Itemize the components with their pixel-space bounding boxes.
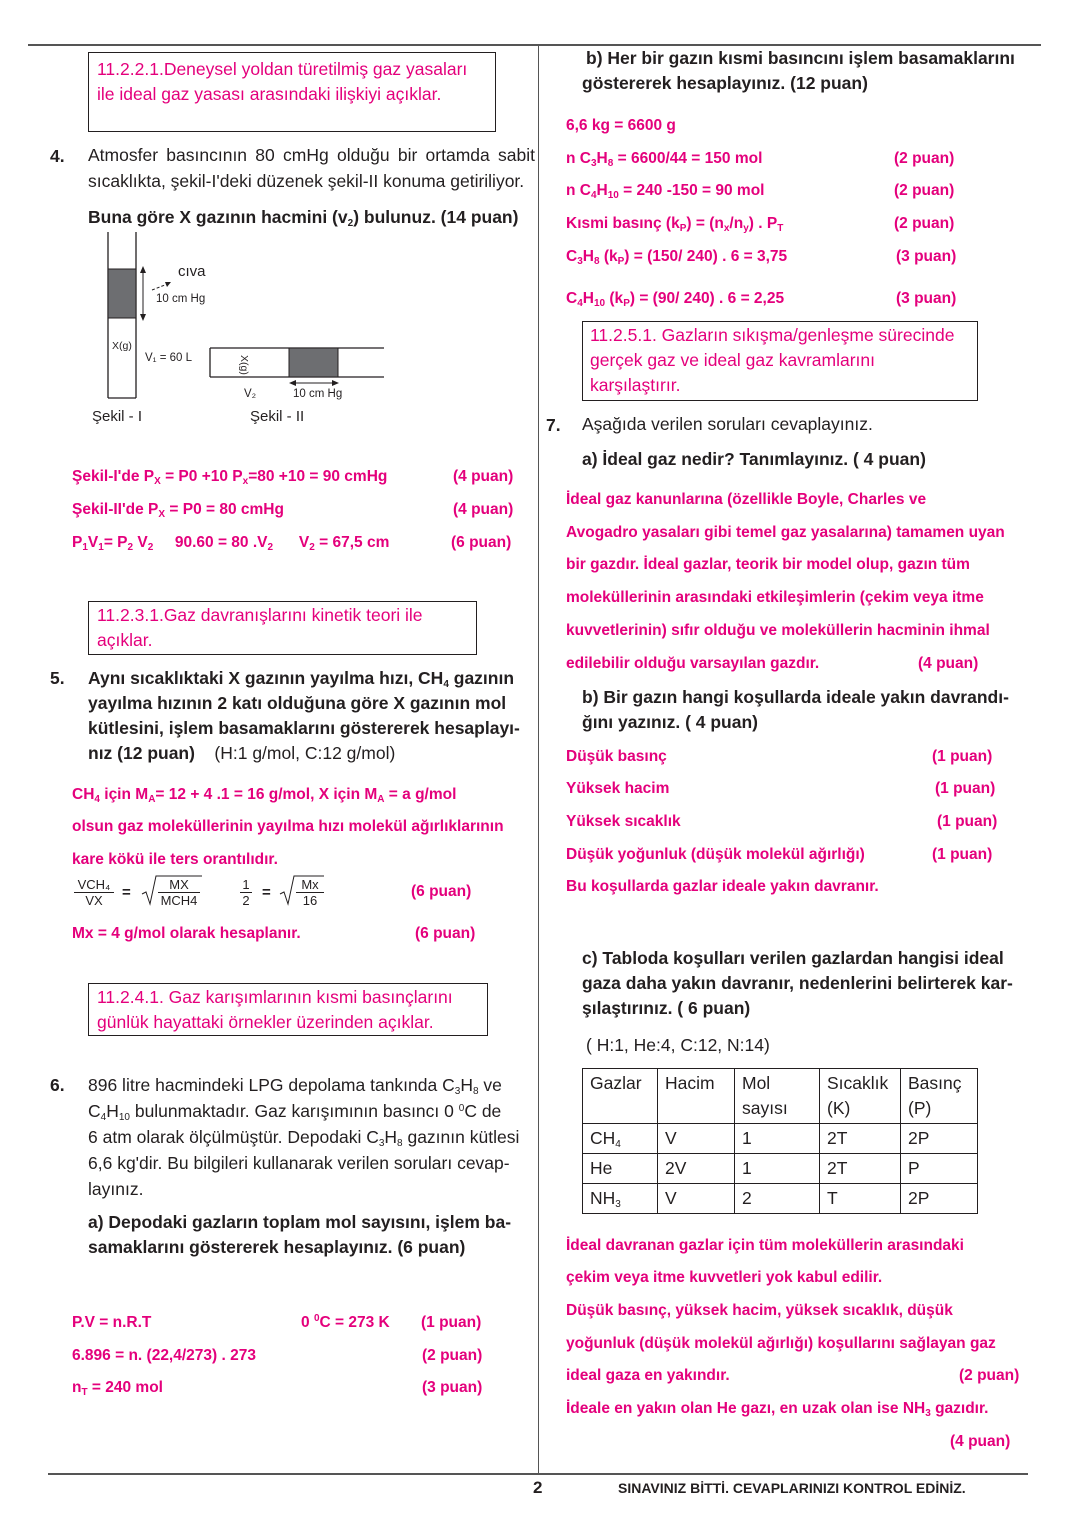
points: (2 puan) <box>959 1367 1020 1384</box>
table-cell: 2P <box>901 1124 978 1154</box>
points: (4 puan) <box>950 1433 1011 1450</box>
list-item: Düşük yoğunluk (düşük molekül ağırlığı) <box>566 846 865 863</box>
table-header: Hacim <box>658 1069 735 1124</box>
points: (6 puan) <box>415 925 476 942</box>
label-sekil2: Şekil - II <box>250 408 305 425</box>
label-sekil1: Şekil - I <box>92 408 143 425</box>
table-header: Basınç (P) <box>901 1069 978 1124</box>
answer-line: ideal gaza en yakındır. <box>566 1367 730 1384</box>
points: (3 puan) <box>896 248 957 265</box>
outcome-box-2 <box>88 601 477 655</box>
label-hg1: 10 cm Hg <box>156 293 206 305</box>
table-cell: V <box>658 1124 735 1154</box>
question-number: 4. <box>50 146 65 166</box>
gas-tube-figure <box>80 228 500 428</box>
subquestion-c: c) Tabloda koşulları verilen gazlardan hangisi ideal gaza daha yakın davranır, nedenlerini belirterek kar- şılaştırınız. ( 6 puan) <box>582 948 1013 1018</box>
question-number: 6. <box>50 1075 65 1095</box>
answer-line: olsun gaz moleküllerinin yayılma hızı molekül ağırlıklarının <box>72 818 504 835</box>
table-row <box>583 1184 978 1214</box>
table-cell: V <box>658 1184 735 1214</box>
points: (1 puan) <box>932 846 993 863</box>
points: (1 puan) <box>937 813 998 830</box>
gas-table <box>582 1068 978 1214</box>
atomic-masses: ( H:1, He:4, C:12, N:14) <box>586 1035 770 1055</box>
question-ask: Buna göre X gazının hacmini $(v_2)$ bulunuz. (14 puan) <box>88 207 519 229</box>
answer-line: bir gazdır. İdeal gazlar, teorik bir model olup, gazın tüm <box>566 556 970 573</box>
subquestion-b: b) Her bir gazın kısmi basıncını işlem basamaklarını göstererek hesaplayınız. (12 puan) <box>582 48 1015 93</box>
table-cell: 1 <box>735 1124 820 1154</box>
table-cell: 2V <box>658 1154 735 1184</box>
table-cell: $CH_4$ <box>583 1124 658 1154</box>
fraction-left: VCH₄ VX <box>74 877 114 908</box>
answer-line: $CH_4$ için $M_A= 12 + 4$ .1 = 16 g/mol, X için $M_A = a$ g/mol <box>72 786 457 805</box>
answer-line: $C_3H_8$ $(k_P) = (150/$ 240) . 6 = 3,75 <box>566 248 788 267</box>
table-header: Mol sayısı <box>735 1069 820 1124</box>
answer-line: İdeale en yakın olan He gazı, en uzak olan ise $NH_3$ gazıdır. <box>566 1400 989 1419</box>
question-number: 5. <box>50 668 65 688</box>
answer-line: yoğunluk (düşük molekül ağırlığı) koşullarını sağlayan gaz <box>566 1335 996 1352</box>
table-cell: He <box>583 1154 658 1184</box>
table-row <box>583 1154 978 1184</box>
answer-line: 6,6 kg = 6600 g <box>566 117 676 134</box>
label-v1: V₁ = 60 L <box>145 352 193 364</box>
table-cell: 1 <box>735 1154 820 1184</box>
answer-line: İdeal davranan gazlar için tüm moleküllerin arasındaki <box>566 1237 964 1254</box>
outcome-box-4 <box>582 321 978 401</box>
page-number: 2 <box>533 1478 543 1497</box>
answer-line: Avogadro yasaları gibi temel gaz yasalarına) tamamen uyan <box>566 524 1005 541</box>
points: (3 puan) <box>422 1379 483 1396</box>
points: (1 puan) <box>932 748 993 765</box>
fraction-right: $\frac{1}{2}$ <box>240 877 252 908</box>
label-civa: cıva <box>178 263 206 280</box>
label-v2: V₂ <box>244 388 257 400</box>
list-item: Yüksek hacim <box>566 780 670 797</box>
points: (3 puan) <box>896 290 957 307</box>
answer-line: 0 $^0$C = 273 K <box>301 1313 390 1331</box>
points: (6 puan) <box>451 534 512 551</box>
outcome-box-3 <box>88 983 488 1036</box>
answer-line: kare kökü ile ters orantılıdır. <box>72 851 278 868</box>
answer-line: İdeal gaz kanunlarına (özellikle Boyle, Charles ve <box>566 491 927 508</box>
answer-line: çekim veya itme kuvvetleri yok kabul edilir. <box>566 1269 883 1286</box>
answer-line: $C_4H_{10}$ $(k_P) = (90/$ 240) . 6 = 2,25 <box>566 290 785 309</box>
outcome-text: 11.2.2.1.Deneysel yoldan türetilmiş gaz yasaları ile ideal gaz yasası arasındaki ilişkiyi açıklar. <box>97 59 468 104</box>
table-cell: 2 <box>735 1184 820 1214</box>
table-cell: $NH_3$ <box>583 1184 658 1214</box>
table-header: Gazlar <box>583 1069 658 1124</box>
answer-line: Kısmi basınç $(k_P) = (n_x/n_y)$ . $P_T$ <box>566 215 784 234</box>
table-cell: T <box>820 1184 901 1214</box>
points: (2 puan) <box>894 150 955 167</box>
table-cell: 2T <box>820 1154 901 1184</box>
points: (4 puan) <box>453 501 514 518</box>
table-cell: 2P <box>901 1184 978 1214</box>
answer-line: edilebilir olduğu varsayılan gazdır. <box>566 655 820 672</box>
points: (2 puan) <box>422 1347 483 1364</box>
answer-line: moleküllerinin arasındaki etkileşimlerin (çekim veya itme <box>566 589 984 606</box>
table-cell: 2T <box>820 1124 901 1154</box>
answer-line: Şekil-I'de $P_X = P0 +10$ $P_x=80 +10 = 90$ cmHg <box>72 468 388 487</box>
outcome-text: 11.2.4.1. Gaz karışımlarının kısmi basınçlarını günlük hayattaki örnekler üzerinden açıklar. <box>97 987 453 1032</box>
outcome-text: 11.2.5.1. Gazların sıkışma/genleşme sürecinde gerçek gaz ve ideal gaz kavramlarını karşılaştırır. <box>590 325 955 395</box>
question-text: Atmosfer basıncının 80 cmHg olduğu bir ortamda sabit sıcaklıkta, şekil-I'deki düzenek şekil-II konuma getiriliyor. <box>88 145 535 191</box>
answer-line: $n_T = 240$ mol <box>72 1379 163 1398</box>
outcome-box-1 <box>88 52 496 132</box>
column-divider <box>538 46 539 1474</box>
subquestion-a: a) Depodaki gazların toplam mol sayısını, işlem ba- samaklarını göstererek hesaplayınız. (6 puan) <box>88 1212 512 1257</box>
answer-line: Şekil-II'de $P_X = P0 = 80$ cmHg <box>72 501 284 520</box>
label-xg2: X(g) <box>238 355 250 375</box>
points: (6 puan) <box>411 883 472 900</box>
label-hg2: 10 cm Hg <box>293 388 343 400</box>
list-item: Düşük basınç <box>566 748 667 765</box>
table-header-row <box>583 1069 978 1124</box>
points: (4 puan) <box>453 468 514 485</box>
subquestion-a: a) İdeal gaz nedir? Tanımlayınız. ( 4 puan) <box>582 449 926 469</box>
answer-line: Düşük basınç, yüksek hacim, yüksek sıcaklık, düşük <box>566 1302 953 1319</box>
table-row <box>583 1124 978 1154</box>
answer-line: Mx = 4 g/mol olarak hesaplanır. <box>72 925 301 942</box>
question-number: 7. <box>546 415 561 435</box>
subquestion-b: b) Bir gazın hangi koşullarda ideale yakın davrandı- ğını yazınız. ( 4 puan) <box>582 687 1009 732</box>
points: (1 puan) <box>935 780 996 797</box>
table-cell: P <box>901 1154 978 1184</box>
answer-line: n $C_4H_{10} = 240$ -150 = 90 mol <box>566 182 765 201</box>
points: (2 puan) <box>894 215 955 232</box>
question-text: Aynı sıcaklıktaki X gazının yayılma hızı, $CH_4$ gazının yayılma hızının 2 katı olduğuna göre X gazının mol kütlesini, işlem basamaklarını göstererek hesaplayı- nız (12 puan) (H:1 g/mol, C:12 g/mol) <box>88 668 520 763</box>
answer-line: kuvvetlerinin) sıfır olduğu ve moleküllerin hacminin ihmal <box>566 622 990 639</box>
table-header: Sıcaklık (K) <box>820 1069 901 1124</box>
points: (1 puan) <box>421 1314 482 1331</box>
outcome-text: 11.2.3.1.Gaz davranışlarını kinetik teori ile açıklar. <box>97 605 423 650</box>
answer-line: $P_1V_1= P_2$ $V_2$ 90.60 = 80 $.V_2$ $V_2 = 67,5$ cm <box>72 534 390 553</box>
footer-text: SINAVINIZ BİTTİ. CEVAPLARINIZI KONTROL EDİNİZ. <box>618 1480 966 1496</box>
answer-line: n $C_3H_8 = 6600/44 = 150$ mol <box>566 150 763 169</box>
list-item: Yüksek sıcaklık <box>566 813 681 830</box>
question-text: Aşağıda verilen soruları cevaplayınız. <box>582 414 873 434</box>
label-xg: X(g) <box>112 340 132 352</box>
answer-line: P.V = n.R.T <box>72 1314 152 1331</box>
answer-line: Bu koşullarda gazlar ideale yakın davranır. <box>566 878 879 895</box>
points: (2 puan) <box>894 182 955 199</box>
question-text: 896 litre hacmindeki LPG depolama tankında $C_3H_8$ ve $C_4H_{10}$ bulunmaktadır. Gaz karışımının basıncı 0 $^0$C de 6 atm olarak ölçülmüştür. Depodaki $C_3H_8$ gazının kütlesi 6,6 kg'dir. Bu bilgileri kullanarak verilen soruları cevap- layınız. <box>88 1075 520 1199</box>
points: (4 puan) <box>918 655 979 672</box>
answer-line: 6.896 = n. (22,4/273) . 273 <box>72 1347 256 1364</box>
bottom-rule <box>48 1473 1028 1475</box>
